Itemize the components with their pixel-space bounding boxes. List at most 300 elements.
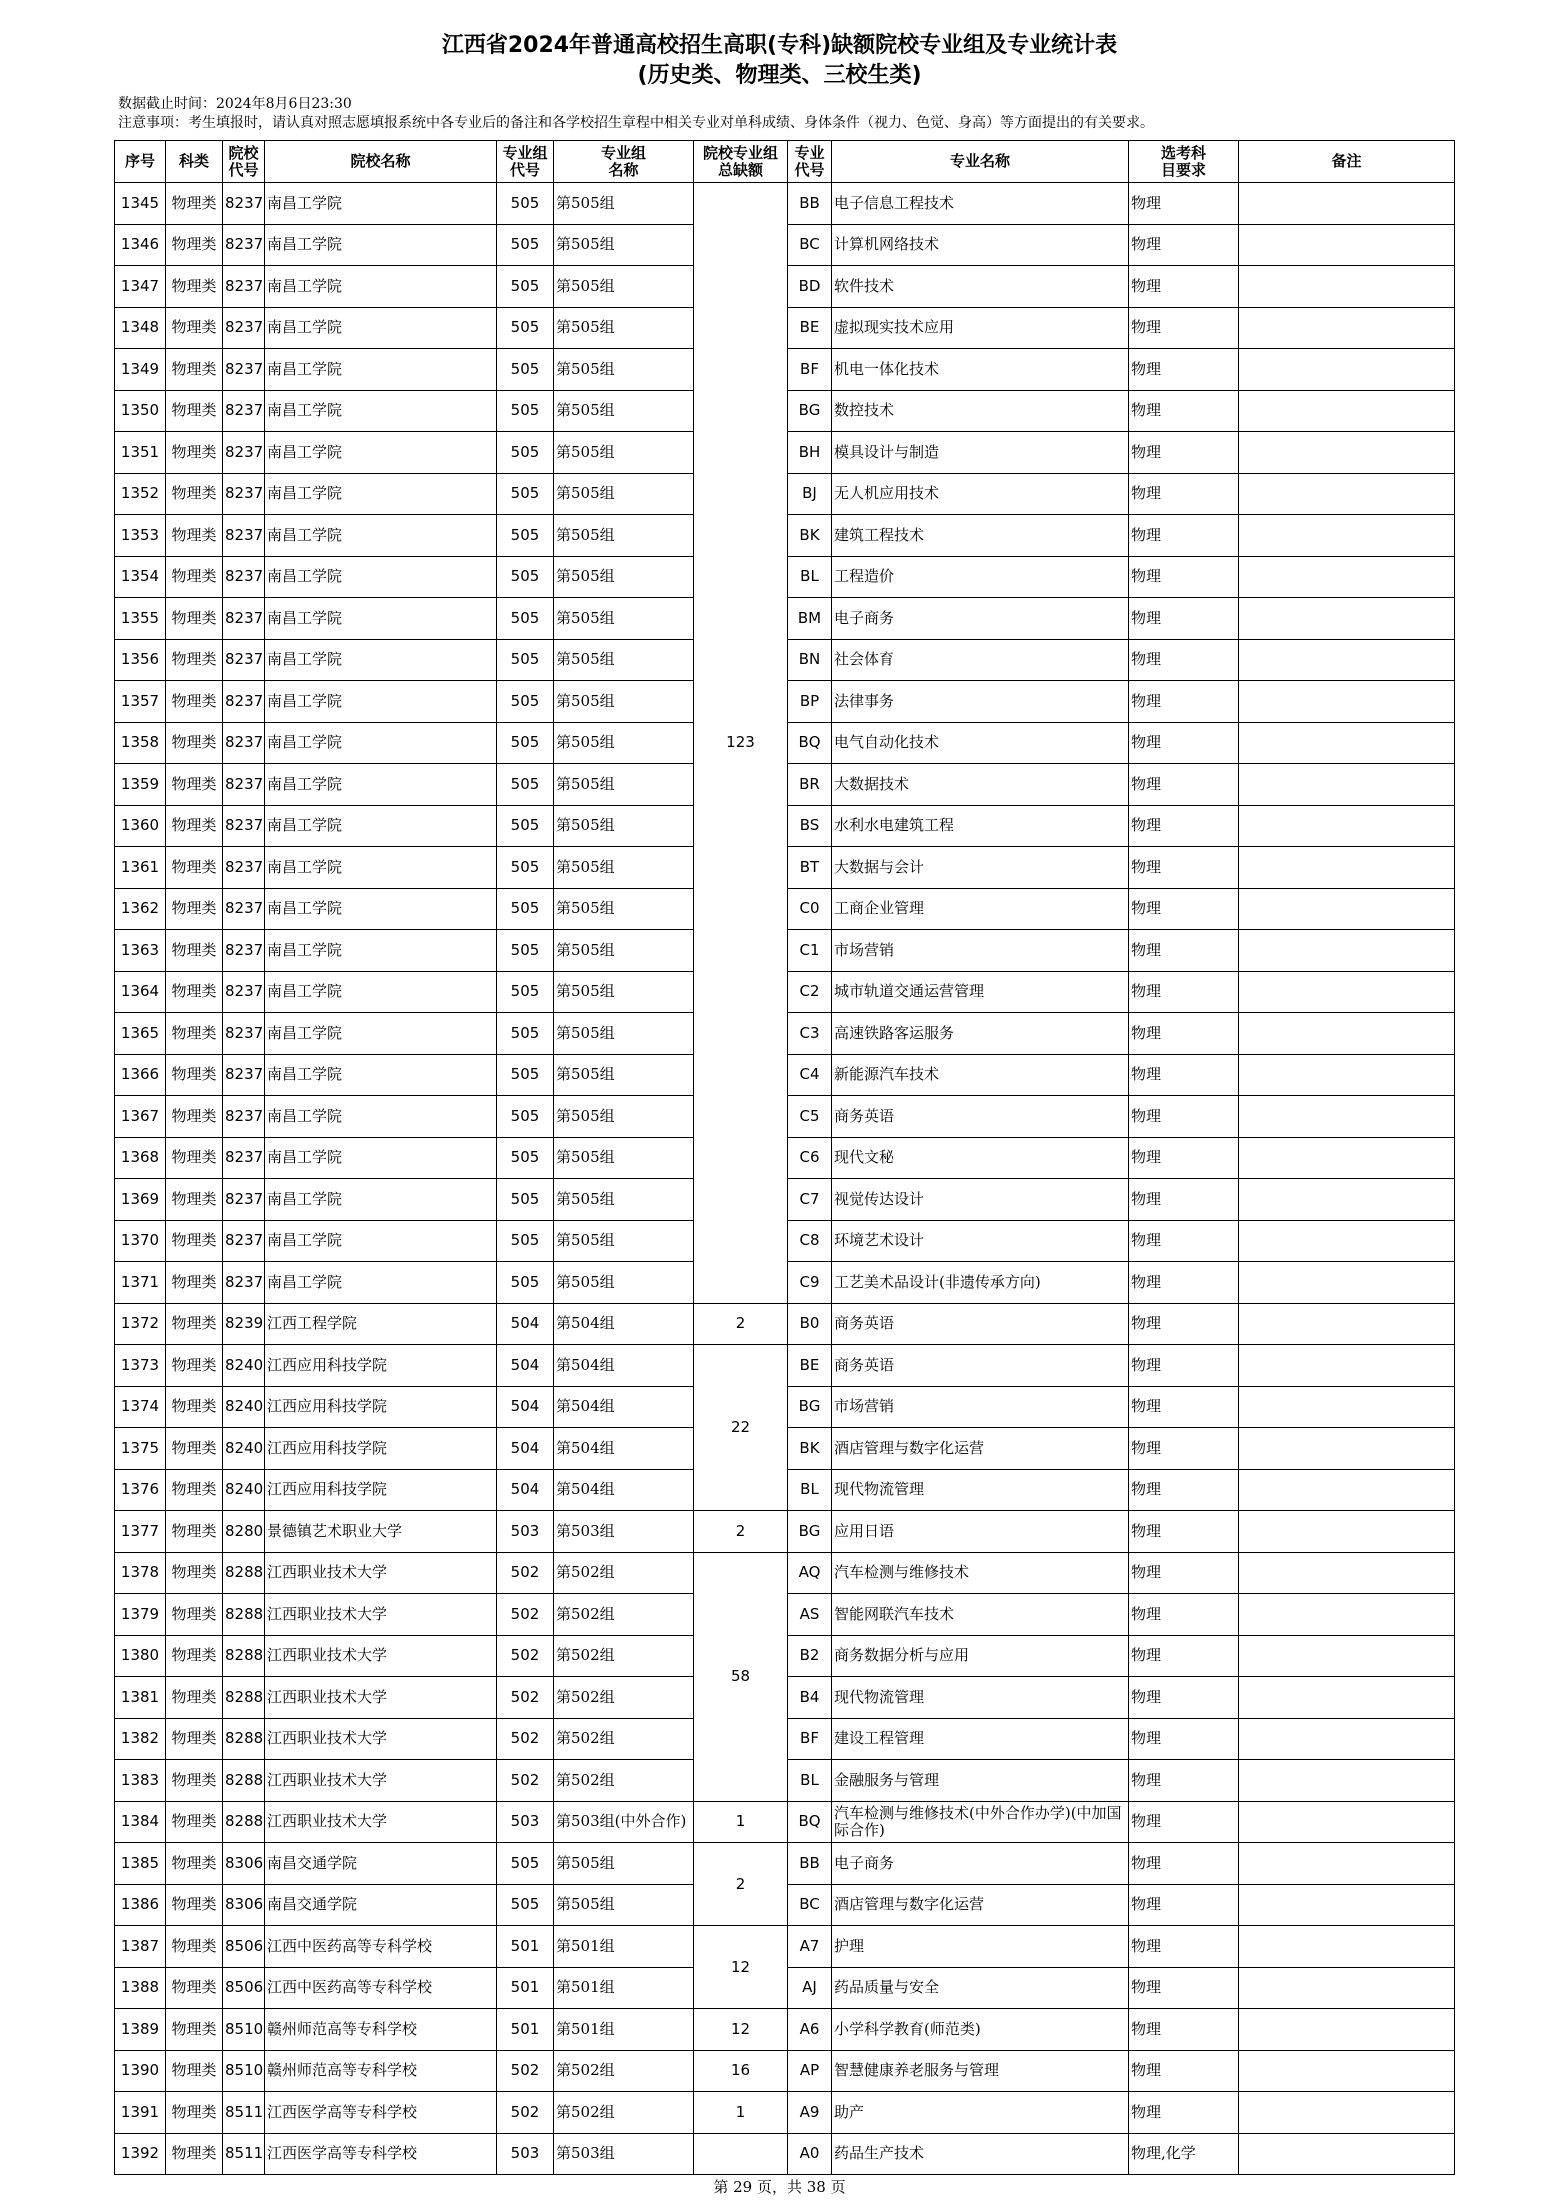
cell-group-name: 第504组 xyxy=(554,1469,694,1511)
cell-group-total: 2 xyxy=(694,1303,788,1345)
cell-remark xyxy=(1239,2009,1455,2051)
cell-group-code: 504 xyxy=(497,1303,554,1345)
cell-school-code: 8288 xyxy=(223,1635,265,1677)
cell-major-code: A9 xyxy=(788,2092,832,2134)
cell-seq: 1373 xyxy=(115,1345,166,1387)
cell-group-code: 502 xyxy=(497,1718,554,1760)
cell-group-code: 505 xyxy=(497,598,554,640)
column-header-line: 代号 xyxy=(794,160,825,179)
cell-remark xyxy=(1239,1511,1455,1553)
cell-remark xyxy=(1239,1386,1455,1428)
cell-seq: 1367 xyxy=(115,1096,166,1138)
cell-group-name: 第501组 xyxy=(554,1967,694,2009)
cell-seq: 1363 xyxy=(115,930,166,972)
cell-group-name: 第505组 xyxy=(554,681,694,723)
column-header-subject-req xyxy=(1129,141,1239,183)
cell-group-code: 501 xyxy=(497,2009,554,2051)
cell-remark xyxy=(1239,224,1455,266)
page-subtitle: (历史类、物理类、三校生类) xyxy=(637,63,922,88)
cell-group-code: 505 xyxy=(497,1013,554,1055)
cell-major-name: 金融服务与管理 xyxy=(832,1760,1129,1802)
cell-major-name: 建筑工程技术 xyxy=(832,515,1129,557)
cell-remark xyxy=(1239,432,1455,474)
cell-school-name: 江西职业技术大学 xyxy=(265,1801,497,1843)
cell-school-code: 8510 xyxy=(223,2050,265,2092)
cell-subject-req: 物理 xyxy=(1129,1760,1239,1802)
cell-group-code: 505 xyxy=(497,971,554,1013)
cell-remark xyxy=(1239,1801,1455,1843)
cell-category: 物理类 xyxy=(166,473,223,515)
cell-major-name: 计算机网络技术 xyxy=(832,224,1129,266)
column-header-line: 总缺额 xyxy=(717,160,763,179)
cell-school-code: 8237 xyxy=(223,888,265,930)
cell-subject-req: 物理,化学 xyxy=(1129,2133,1239,2175)
cell-major-code: AS xyxy=(788,1594,832,1636)
cell-major-code: C8 xyxy=(788,1220,832,1262)
cell-subject-req: 物理 xyxy=(1129,1594,1239,1636)
cell-major-code: AQ xyxy=(788,1552,832,1594)
cell-category: 物理类 xyxy=(166,1677,223,1719)
cell-school-code: 8240 xyxy=(223,1345,265,1387)
cell-category: 物理类 xyxy=(166,1718,223,1760)
cell-major-code: BL xyxy=(788,556,832,598)
cell-school-name: 南昌工学院 xyxy=(265,473,497,515)
cell-seq: 1352 xyxy=(115,473,166,515)
column-header-line: 代号 xyxy=(509,160,540,179)
cell-school-code: 8506 xyxy=(223,1926,265,1968)
cell-remark xyxy=(1239,1179,1455,1221)
column-header-seq xyxy=(115,141,166,183)
cell-school-name: 南昌工学院 xyxy=(265,349,497,391)
cell-category: 物理类 xyxy=(166,183,223,225)
cell-major-code: BJ xyxy=(788,473,832,515)
cell-category: 物理类 xyxy=(166,2133,223,2175)
column-header-line: 院校专业组 xyxy=(702,143,778,162)
cell-remark xyxy=(1239,1594,1455,1636)
cell-subject-req: 物理 xyxy=(1129,515,1239,557)
cell-remark xyxy=(1239,183,1455,225)
cell-seq: 1353 xyxy=(115,515,166,557)
cell-subject-req: 物理 xyxy=(1129,307,1239,349)
page-number-footer: 第 29 页，共 38 页 xyxy=(713,2178,846,2196)
cell-subject-req: 物理 xyxy=(1129,681,1239,723)
cell-remark xyxy=(1239,349,1455,391)
cell-school-code: 8237 xyxy=(223,432,265,474)
cell-major-name: 智能网联汽车技术 xyxy=(832,1594,1129,1636)
cell-category: 物理类 xyxy=(166,681,223,723)
cell-major-code: BE xyxy=(788,1345,832,1387)
cell-subject-req: 物理 xyxy=(1129,1054,1239,1096)
cell-group-code: 504 xyxy=(497,1345,554,1387)
cell-major-name: 助产 xyxy=(832,2092,1129,2134)
cell-major-name: 数控技术 xyxy=(832,390,1129,432)
cell-major-name: 软件技术 xyxy=(832,266,1129,308)
cell-major-name: 酒店管理与数字化运营 xyxy=(832,1428,1129,1470)
cell-school-code: 8288 xyxy=(223,1718,265,1760)
table-row xyxy=(115,2092,1455,2134)
cell-remark xyxy=(1239,1096,1455,1138)
cell-category: 物理类 xyxy=(166,971,223,1013)
column-header-line: 院校名称 xyxy=(350,152,411,170)
cell-school-name: 江西医学高等专科学校 xyxy=(265,2133,497,2175)
cell-seq: 1347 xyxy=(115,266,166,308)
cell-major-name: 市场营销 xyxy=(832,1386,1129,1428)
cell-school-code: 8510 xyxy=(223,2009,265,2051)
cell-major-code: B2 xyxy=(788,1635,832,1677)
table-row xyxy=(115,1801,1455,1843)
page-title: 江西省2024年普通高校招生高职(专科)缺额院校专业组及专业统计表 xyxy=(441,33,1118,58)
cell-group-code: 505 xyxy=(497,930,554,972)
cell-school-name: 南昌工学院 xyxy=(265,639,497,681)
cell-school-code: 8237 xyxy=(223,1013,265,1055)
cell-school-code: 8237 xyxy=(223,224,265,266)
cell-major-code: BC xyxy=(788,1884,832,1926)
cell-remark xyxy=(1239,1013,1455,1055)
cell-category: 物理类 xyxy=(166,1594,223,1636)
cell-school-name: 南昌工学院 xyxy=(265,224,497,266)
cell-school-name: 南昌工学院 xyxy=(265,1220,497,1262)
cell-school-code: 8237 xyxy=(223,764,265,806)
cell-seq: 1389 xyxy=(115,2009,166,2051)
cell-major-code: BN xyxy=(788,639,832,681)
cell-group-name: 第505组 xyxy=(554,515,694,557)
cell-group-code: 505 xyxy=(497,681,554,723)
cell-remark xyxy=(1239,930,1455,972)
cell-remark xyxy=(1239,639,1455,681)
cell-remark xyxy=(1239,1137,1455,1179)
cell-group-total: 1 xyxy=(694,1801,788,1843)
table-row xyxy=(115,1345,1455,1387)
cell-major-name: 小学科学教育(师范类) xyxy=(832,2009,1129,2051)
cell-group-name: 第503组 xyxy=(554,1511,694,1553)
cell-subject-req: 物理 xyxy=(1129,805,1239,847)
cell-group-code: 504 xyxy=(497,1469,554,1511)
cell-group-total: 123 xyxy=(694,183,788,1304)
cell-seq: 1383 xyxy=(115,1760,166,1802)
cell-subject-req: 物理 xyxy=(1129,183,1239,225)
cell-school-name: 南昌工学院 xyxy=(265,764,497,806)
cell-seq: 1356 xyxy=(115,639,166,681)
cell-seq: 1375 xyxy=(115,1428,166,1470)
cell-subject-req: 物理 xyxy=(1129,1179,1239,1221)
cell-group-name: 第505组 xyxy=(554,224,694,266)
cell-major-name: 水利水电建筑工程 xyxy=(832,805,1129,847)
cell-group-name: 第505组 xyxy=(554,1096,694,1138)
cell-subject-req: 物理 xyxy=(1129,930,1239,972)
cell-school-code: 8306 xyxy=(223,1884,265,1926)
cell-major-code: C7 xyxy=(788,1179,832,1221)
cell-group-name: 第505组 xyxy=(554,1262,694,1304)
cell-subject-req: 物理 xyxy=(1129,971,1239,1013)
cell-major-name: 现代物流管理 xyxy=(832,1469,1129,1511)
cell-group-code: 503 xyxy=(497,1511,554,1553)
cell-group-code: 505 xyxy=(497,1179,554,1221)
cell-school-name: 南昌工学院 xyxy=(265,183,497,225)
cell-group-code: 502 xyxy=(497,2092,554,2134)
cell-group-code: 505 xyxy=(497,1054,554,1096)
cell-major-name: 商务数据分析与应用 xyxy=(832,1635,1129,1677)
cell-group-name: 第503组(中外合作) xyxy=(554,1801,694,1843)
column-header-line: 名称 xyxy=(608,160,639,179)
cell-group-name: 第502组 xyxy=(554,1760,694,1802)
cell-school-code: 8239 xyxy=(223,1303,265,1345)
cell-major-code: C5 xyxy=(788,1096,832,1138)
cell-school-name: 南昌工学院 xyxy=(265,266,497,308)
cell-school-code: 8237 xyxy=(223,805,265,847)
cell-category: 物理类 xyxy=(166,1179,223,1221)
cell-subject-req: 物理 xyxy=(1129,847,1239,889)
cell-remark xyxy=(1239,764,1455,806)
cell-major-code: BK xyxy=(788,1428,832,1470)
cell-group-code: 502 xyxy=(497,1760,554,1802)
cell-major-name: 汽车检测与维修技术(中外合作办学)(中加国际合作) xyxy=(832,1801,1129,1843)
vacancy-table xyxy=(114,140,1455,2175)
cell-major-code: BD xyxy=(788,266,832,308)
cell-school-name: 江西应用科技学院 xyxy=(265,1345,497,1387)
cell-group-code: 505 xyxy=(497,556,554,598)
cell-major-name: 社会体育 xyxy=(832,639,1129,681)
cell-school-code: 8237 xyxy=(223,307,265,349)
cell-school-name: 江西工程学院 xyxy=(265,1303,497,1345)
cell-group-name: 第505组 xyxy=(554,432,694,474)
cell-category: 物理类 xyxy=(166,1303,223,1345)
cell-school-code: 8237 xyxy=(223,390,265,432)
cell-school-name: 南昌工学院 xyxy=(265,390,497,432)
cell-group-total: 2 xyxy=(694,1843,788,1926)
cell-subject-req: 物理 xyxy=(1129,1262,1239,1304)
cell-school-name: 南昌工学院 xyxy=(265,432,497,474)
cell-group-name: 第505组 xyxy=(554,722,694,764)
column-header-remark xyxy=(1239,141,1455,183)
cell-school-code: 8237 xyxy=(223,1137,265,1179)
cell-remark xyxy=(1239,1760,1455,1802)
cell-school-name: 南昌工学院 xyxy=(265,681,497,723)
cell-remark xyxy=(1239,1345,1455,1387)
cell-school-name: 南昌工学院 xyxy=(265,722,497,764)
cell-category: 物理类 xyxy=(166,349,223,391)
cell-group-name: 第505组 xyxy=(554,473,694,515)
cell-school-name: 赣州师范高等专科学校 xyxy=(265,2009,497,2051)
cell-school-code: 8237 xyxy=(223,556,265,598)
cell-group-name: 第504组 xyxy=(554,1345,694,1387)
cell-school-name: 江西应用科技学院 xyxy=(265,1386,497,1428)
cell-major-name: 电子商务 xyxy=(832,1843,1129,1885)
cell-major-code: BP xyxy=(788,681,832,723)
cell-remark xyxy=(1239,1303,1455,1345)
cell-group-name: 第504组 xyxy=(554,1428,694,1470)
column-header-line: 专业组 xyxy=(502,143,548,162)
cell-category: 物理类 xyxy=(166,556,223,598)
cell-seq: 1369 xyxy=(115,1179,166,1221)
cell-category: 物理类 xyxy=(166,1552,223,1594)
cell-major-code: C3 xyxy=(788,1013,832,1055)
cell-subject-req: 物理 xyxy=(1129,888,1239,930)
cell-category: 物理类 xyxy=(166,432,223,474)
cell-category: 物理类 xyxy=(166,598,223,640)
cell-school-name: 江西应用科技学院 xyxy=(265,1469,497,1511)
cell-remark xyxy=(1239,1884,1455,1926)
cell-category: 物理类 xyxy=(166,390,223,432)
cell-school-code: 8280 xyxy=(223,1511,265,1553)
cell-subject-req: 物理 xyxy=(1129,1843,1239,1885)
cell-group-name: 第505组 xyxy=(554,847,694,889)
cell-subject-req: 物理 xyxy=(1129,1345,1239,1387)
cell-major-name: 模具设计与制造 xyxy=(832,432,1129,474)
cell-group-total: 2 xyxy=(694,1511,788,1553)
cell-subject-req: 物理 xyxy=(1129,224,1239,266)
cell-group-name: 第505组 xyxy=(554,971,694,1013)
cell-subject-req: 物理 xyxy=(1129,1469,1239,1511)
cell-group-code: 505 xyxy=(497,722,554,764)
cell-remark xyxy=(1239,307,1455,349)
cell-remark xyxy=(1239,1262,1455,1304)
cell-major-name: 无人机应用技术 xyxy=(832,473,1129,515)
column-header-school-code xyxy=(223,141,265,183)
cell-category: 物理类 xyxy=(166,1096,223,1138)
cell-seq: 1355 xyxy=(115,598,166,640)
cell-school-name: 南昌工学院 xyxy=(265,805,497,847)
cell-group-code: 505 xyxy=(497,349,554,391)
cell-group-name: 第505组 xyxy=(554,1054,694,1096)
cell-group-code: 505 xyxy=(497,1220,554,1262)
cell-remark xyxy=(1239,1967,1455,2009)
cell-seq: 1362 xyxy=(115,888,166,930)
cell-subject-req: 物理 xyxy=(1129,1386,1239,1428)
cell-school-code: 8237 xyxy=(223,681,265,723)
cell-school-code: 8511 xyxy=(223,2092,265,2134)
cell-category: 物理类 xyxy=(166,515,223,557)
cell-school-code: 8240 xyxy=(223,1469,265,1511)
cell-school-code: 8237 xyxy=(223,722,265,764)
cell-group-name: 第505组 xyxy=(554,266,694,308)
cell-major-code: B4 xyxy=(788,1677,832,1719)
cell-category: 物理类 xyxy=(166,2009,223,2051)
cell-school-name: 南昌工学院 xyxy=(265,515,497,557)
cell-remark xyxy=(1239,805,1455,847)
cell-remark xyxy=(1239,2050,1455,2092)
cell-school-name: 南昌工学院 xyxy=(265,1137,497,1179)
cell-category: 物理类 xyxy=(166,1801,223,1843)
cell-group-name: 第502组 xyxy=(554,1594,694,1636)
cell-subject-req: 物理 xyxy=(1129,473,1239,515)
cell-school-code: 8237 xyxy=(223,930,265,972)
cell-major-name: 虚拟现实技术应用 xyxy=(832,307,1129,349)
cell-category: 物理类 xyxy=(166,1386,223,1428)
cell-subject-req: 物理 xyxy=(1129,1635,1239,1677)
cell-school-name: 南昌工学院 xyxy=(265,888,497,930)
cell-seq: 1377 xyxy=(115,1511,166,1553)
cell-school-code: 8237 xyxy=(223,598,265,640)
cell-subject-req: 物理 xyxy=(1129,2009,1239,2051)
cell-remark xyxy=(1239,2092,1455,2134)
cell-major-name: 建设工程管理 xyxy=(832,1718,1129,1760)
cell-category: 物理类 xyxy=(166,1137,223,1179)
cell-school-code: 8288 xyxy=(223,1760,265,1802)
cell-major-name: 电气自动化技术 xyxy=(832,722,1129,764)
cell-subject-req: 物理 xyxy=(1129,1220,1239,1262)
cell-major-code: BL xyxy=(788,1760,832,1802)
cell-group-name: 第505组 xyxy=(554,888,694,930)
cell-remark xyxy=(1239,556,1455,598)
cell-school-code: 8237 xyxy=(223,1179,265,1221)
cell-group-code: 501 xyxy=(497,1926,554,1968)
cell-school-name: 南昌工学院 xyxy=(265,1096,497,1138)
cell-school-name: 景德镇艺术职业大学 xyxy=(265,1511,497,1553)
cell-subject-req: 物理 xyxy=(1129,349,1239,391)
cell-school-name: 南昌工学院 xyxy=(265,1054,497,1096)
cell-remark xyxy=(1239,1926,1455,1968)
cell-category: 物理类 xyxy=(166,930,223,972)
cell-school-code: 8237 xyxy=(223,847,265,889)
cell-group-name: 第505组 xyxy=(554,183,694,225)
cell-major-code: BQ xyxy=(788,722,832,764)
cell-category: 物理类 xyxy=(166,805,223,847)
cell-remark xyxy=(1239,1469,1455,1511)
cell-seq: 1374 xyxy=(115,1386,166,1428)
table-row xyxy=(115,2133,1455,2175)
cell-category: 物理类 xyxy=(166,847,223,889)
cell-remark xyxy=(1239,266,1455,308)
cell-major-code: C6 xyxy=(788,1137,832,1179)
cell-category: 物理类 xyxy=(166,639,223,681)
cell-group-code: 505 xyxy=(497,639,554,681)
cell-remark xyxy=(1239,1843,1455,1885)
cell-school-name: 赣州师范高等专科学校 xyxy=(265,2050,497,2092)
cell-school-name: 南昌工学院 xyxy=(265,930,497,972)
notice-text: 注意事项：考生填报时，请认真对照志愿填报系统中各专业后的备注和各学校招生章程中相关专业对单科成绩、身体条件（视力、色觉、身高）等方面提出的有关要求。 xyxy=(118,115,1154,131)
cell-group-name: 第505组 xyxy=(554,349,694,391)
cell-seq: 1358 xyxy=(115,722,166,764)
cell-major-code: BR xyxy=(788,764,832,806)
cell-school-name: 江西职业技术大学 xyxy=(265,1760,497,1802)
cell-group-code: 505 xyxy=(497,515,554,557)
column-header-line: 院校 xyxy=(228,143,259,162)
cell-seq: 1354 xyxy=(115,556,166,598)
cell-seq: 1366 xyxy=(115,1054,166,1096)
cell-major-name: 应用日语 xyxy=(832,1511,1129,1553)
cell-school-name: 江西医学高等专科学校 xyxy=(265,2092,497,2134)
cell-group-name: 第504组 xyxy=(554,1303,694,1345)
cell-school-code: 8306 xyxy=(223,1843,265,1885)
column-header-line: 专业名称 xyxy=(949,152,1010,170)
cell-remark xyxy=(1239,473,1455,515)
cell-group-total: 58 xyxy=(694,1552,788,1801)
column-header-major-name xyxy=(832,141,1129,183)
cell-group-code: 505 xyxy=(497,888,554,930)
cell-major-code: BG xyxy=(788,1386,832,1428)
cell-group-code: 502 xyxy=(497,1594,554,1636)
cell-school-code: 8237 xyxy=(223,266,265,308)
cell-seq: 1387 xyxy=(115,1926,166,1968)
cell-remark xyxy=(1239,971,1455,1013)
cell-group-code: 502 xyxy=(497,2050,554,2092)
cell-major-name: 机电一体化技术 xyxy=(832,349,1129,391)
cell-seq: 1345 xyxy=(115,183,166,225)
cell-major-code: BT xyxy=(788,847,832,889)
cell-major-name: 现代物流管理 xyxy=(832,1677,1129,1719)
table-row xyxy=(115,1843,1455,1885)
column-header-line: 目要求 xyxy=(1160,160,1206,179)
cell-group-code: 505 xyxy=(497,307,554,349)
cell-remark xyxy=(1239,722,1455,764)
cell-remark xyxy=(1239,1718,1455,1760)
cell-major-name: 现代文秘 xyxy=(832,1137,1129,1179)
cell-major-name: 法律事务 xyxy=(832,681,1129,723)
cell-major-code: BS xyxy=(788,805,832,847)
column-header-line: 科类 xyxy=(178,152,209,170)
cell-subject-req: 物理 xyxy=(1129,1884,1239,1926)
cell-school-name: 江西职业技术大学 xyxy=(265,1718,497,1760)
